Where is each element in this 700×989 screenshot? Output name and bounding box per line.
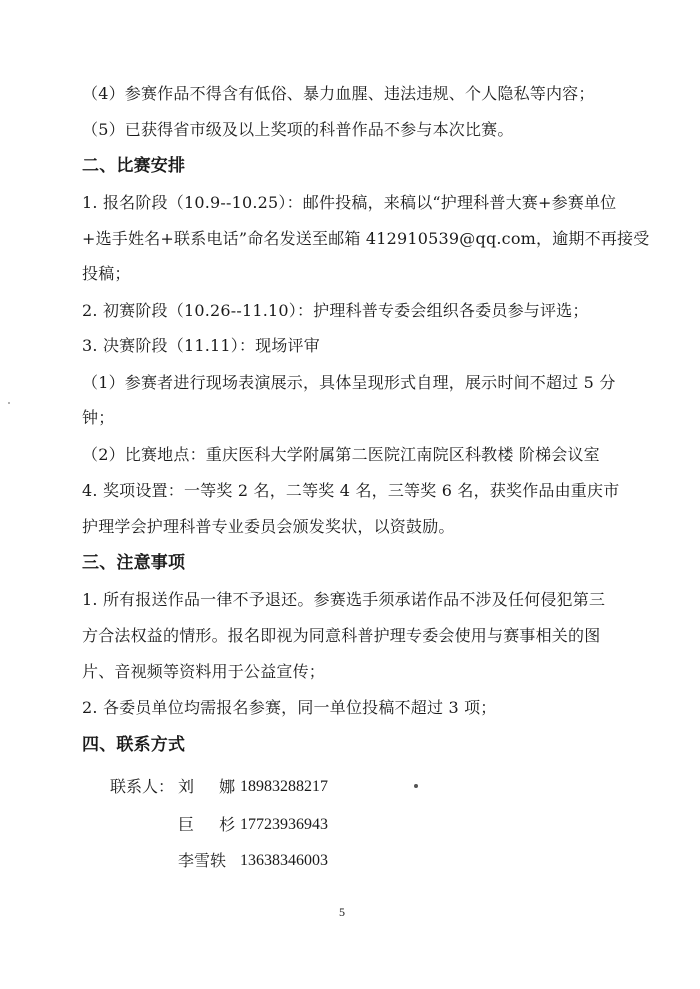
contact-phone: 13638346003	[240, 852, 328, 869]
arrangement-item-3-1-line-1: （1）参赛者进行现场表演展示，具体呈现形式自理，展示时间不超过 5 分	[82, 373, 616, 392]
arrangement-item-3-2: （2）比赛地点：重庆医科大学附属第二医院江南院区科教楼 阶梯会议室	[82, 445, 600, 464]
contact-name: 巨 杉	[178, 815, 246, 834]
scan-speck	[8, 402, 10, 404]
rule-5: （5）已获得省市级及以上奖项的科普作品不参与本次比赛。	[82, 120, 514, 139]
notes-item-2: 2. 各委员单位均需报名参赛，同一单位投稿不超过 3 项；	[82, 698, 497, 717]
section-heading-arrangement: 二、比赛安排	[82, 156, 186, 176]
contact-name: 李雪轶	[178, 851, 227, 870]
arrangement-item-4-line-1: 4. 奖项设置：一等奖 2 名，二等奖 4 名，三等奖 6 名，获奖作品由重庆市	[82, 481, 620, 500]
contact-phone: 18983288217	[240, 778, 328, 795]
arrangement-item-2: 2. 初赛阶段（10.26--11.10）：护理科普专委会组织各委员参与评选；	[82, 301, 589, 320]
section-heading-contact: 四、联系方式	[82, 735, 186, 755]
notes-item-1-line-3: 片、音视频等资料用于公益宣传；	[82, 662, 326, 681]
contact-phone: 17723936943	[240, 816, 328, 833]
contact-label: 联系人：	[110, 777, 175, 796]
notes-item-1-line-1: 1. 所有报送作品一律不予退还。参赛选手须承诺作品不涉及任何侵犯第三	[82, 590, 606, 609]
arrangement-item-4-line-2: 护理学会护理科普专业委员会颁发奖状，以资鼓励。	[82, 517, 455, 536]
arrangement-item-1-line-3: 投稿；	[82, 264, 131, 283]
arrangement-item-3: 3. 决赛阶段（11.11）：现场评审	[82, 336, 320, 355]
arrangement-item-3-1-line-2: 钟；	[82, 408, 115, 427]
rule-4: （4）参赛作品不得含有低俗、暴力血腥、违法违规、个人隐私等内容；	[82, 84, 595, 103]
section-heading-notes: 三、注意事项	[82, 553, 186, 573]
contact-name: 刘 娜	[178, 777, 246, 796]
page-number: 5	[339, 905, 345, 919]
arrangement-item-1-line-1: 1. 报名阶段（10.9--10.25）：邮件投稿，来稿以“护理科普大赛+参赛单位	[82, 193, 617, 212]
notes-item-1-line-2: 方合法权益的情形。报名即视为同意科普护理专委会使用与赛事相关的图	[82, 626, 601, 645]
scan-speck	[414, 784, 418, 788]
arrangement-item-1-line-2: +选手姓名+联系电话”命名发送至邮箱 412910539@qq.com，逾期不再接受	[82, 229, 650, 248]
